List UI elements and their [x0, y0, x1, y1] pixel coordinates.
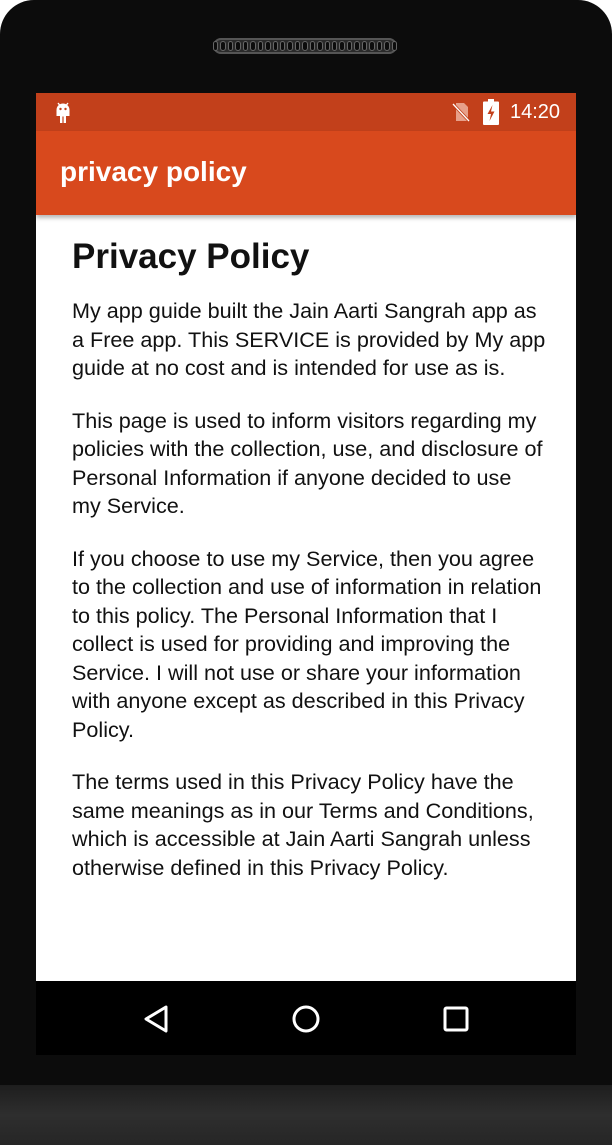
toolbar-title: privacy policy — [60, 156, 247, 187]
policy-paragraph: My app guide built the Jain Aarti Sangrah app as a Free app. This SERVICE is provided by My app guide at no cost and is intended for use as is. — [72, 298, 546, 380]
status-bar — [36, 93, 576, 131]
back-triangle-icon[interactable] — [140, 1003, 172, 1035]
status-time: 14:20 — [510, 101, 561, 123]
policy-paragraph: If you choose to use my Service, then you agree to the collection and use of information in relation to this policy. The Personal Information that I collect is used for providing and improving the Service. I will not use or share your information with anyone except as described in this Privacy Policy. — [72, 545, 542, 742]
phone-speaker-grille — [213, 38, 397, 54]
phone-screen — [36, 93, 576, 981]
navigation-bar — [36, 981, 576, 1055]
android-notification-icon — [54, 101, 72, 125]
phone-chin — [0, 1085, 612, 1145]
home-circle-icon[interactable] — [290, 1003, 322, 1035]
battery-charging-icon — [483, 99, 499, 125]
policy-paragraph: This page is used to inform visitors regarding my policies with the collection, use, and disclosure of Personal Information if anyone decided to use my Service. — [72, 407, 543, 518]
policy-paragraph: The terms used in this Privacy Policy have the same meanings as in our Terms and Conditions, which is accessible at Jain Aarti Sangrah unless otherwise defined in this Privacy Policy. — [72, 769, 534, 880]
no-sim-icon — [452, 102, 470, 122]
page-title: Privacy Policy — [72, 237, 310, 276]
app-toolbar — [36, 131, 576, 215]
privacy-policy-content[interactable] — [72, 235, 546, 906]
recents-square-icon[interactable] — [440, 1003, 472, 1035]
